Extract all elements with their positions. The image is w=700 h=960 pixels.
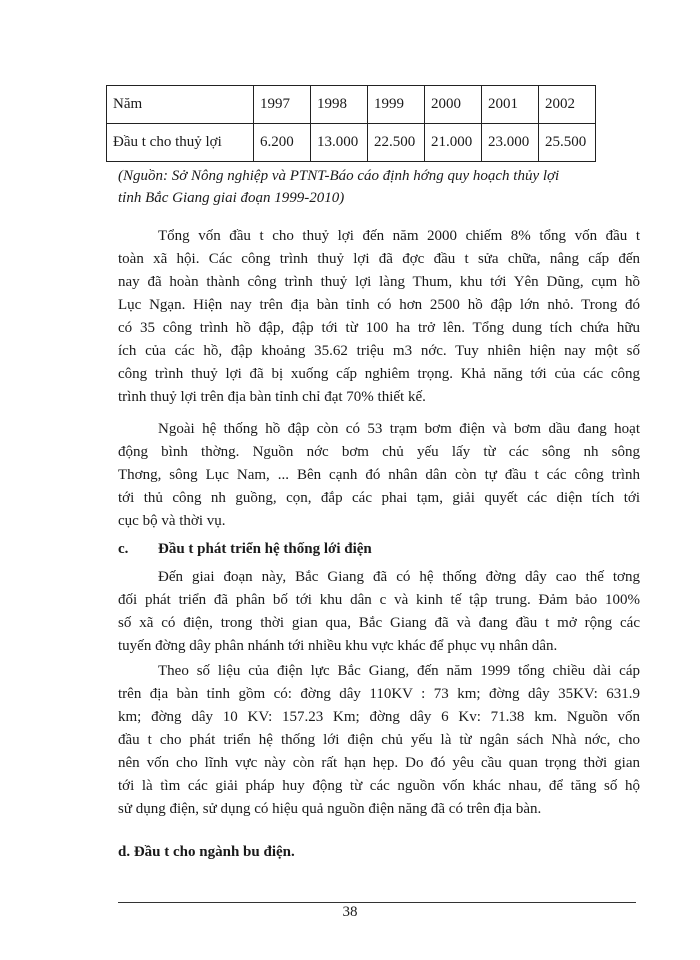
table-year: 2002 [539,86,596,124]
table-row-label: Đầu t cho thuỷ lợi [107,124,254,162]
section-letter: c. [118,541,129,557]
table-cell: 6.200 [254,124,311,162]
text-line: Lục Ngạn. Hiện nay trên địa bàn tỉnh có hơn 2500 hồ đập lớn nhỏ. Trong đó [118,297,640,313]
text-line: tới thủ công nh guồng, cọn, đắp các phai tạm, giải quyết các diện tích tới [118,490,640,506]
text-line: Đến giai đoạn này, Bắc Giang đã có hệ thống đờng dây cao thế tơng [158,569,640,585]
footer-divider [118,902,636,903]
text-line: trên địa bàn tỉnh gồm có: đờng dây 110KV : 73 km; đờng dây 35KV: 631.9 [118,686,640,702]
table-year: 2000 [425,86,482,124]
table-year: 1997 [254,86,311,124]
text-line: tới là tìm các giải pháp huy động từ các nguồn vốn khác nhau, để tăng số hộ [118,778,640,794]
section-heading-c [118,541,372,558]
table-cell: 13.000 [311,124,368,162]
text-line: cục bộ và thời vụ. [118,513,226,529]
text-line: nay đã hoàn thành công trình thuỷ lợi làng Thum, khu tới Yên Dũng, cụm hồ [118,274,640,290]
table-source-note [118,165,638,209]
table-year: 2001 [482,86,539,124]
paragraph-pumping [118,418,640,533]
text-line: Ngoài hệ thống hồ đập còn có 53 trạm bơm điện và bơm dầu đang hoạt [158,421,640,437]
table-cell: 23.000 [482,124,539,162]
text-line: km; đờng dây 10 KV: 157.23 Km; đờng dây 6 Kv: 71.38 km. Nguồn vốn [118,709,640,725]
section-heading-d: d. Đầu t cho ngành bu điện. [118,844,295,860]
table-cell: 22.500 [368,124,425,162]
text-line: đầu t cho phát triển hệ thống lới điện chủ yếu là từ ngân sách Nhà nớc, cho [118,732,640,748]
table-cell: 25.500 [539,124,596,162]
paragraph-grid [118,566,640,658]
table-header-label: Năm [107,86,254,124]
text-line: Theo số liệu của điện lực Bắc Giang, đến năm 1999 tổng chiều dài cáp [158,663,640,679]
text-line: đối phát triển đã phân bố tới khu dân c và kinh tế tập trung. Đảm bảo 100% [118,592,640,608]
text-line: công trình thuỷ lợi đã bị xuống cấp nghiêm trọng. Khả năng tới của các công [118,366,640,382]
paragraph-irrigation [118,225,640,409]
text-line: ích của các hồ, đập khoảng 35.62 triệu m3 nớc. Tuy nhiên hiện nay một số [118,343,640,359]
source-line: tỉnh Bắc Giang giai đoạn 1999-2010) [118,190,345,206]
source-line: (Nguồn: Sở Nông nghiệp và PTNT-Báo cáo định hớng quy hoạch thủy lợi [118,168,560,184]
text-line: nên vốn cho lĩnh vực này còn rất hạn hẹp. Do đó yêu cầu quan trọng thời gian [118,755,640,771]
table-year: 1999 [368,86,425,124]
table-row [107,86,596,124]
paragraph-power-lines [118,660,640,821]
text-line: trình thuỷ lợi trên địa bàn tỉnh chỉ đạt 70% thiết kế. [118,389,426,405]
text-line: sử dụng điện, sử dụng có hiệu quả nguồn điện năng đã có trên địa bàn. [118,801,542,817]
investment-table [106,85,596,162]
text-line: tuyến đờng dây phân nhánh tới nhiều khu vực khác để phục vụ nhân dân. [118,638,558,654]
table-year: 1998 [311,86,368,124]
text-line: động bình thờng. Nguồn nớc bơm chủ yếu lấy từ các sông nh sông [118,444,640,460]
page-number: 38 [342,904,358,920]
text-line: có 35 công trình hồ đập, đập tới từ 100 ha trở lên. Tổng dung tích chứa hữu [118,320,640,336]
table-row [107,124,596,162]
text-line: toàn xã hội. Các công trình thuỷ lợi đã đợc đầu t sửa chữa, nâng cấp đến [118,251,640,267]
text-line: số xã có điện, trong thời gian qua, Bắc Giang đã và đang đầu t mở rộng các [118,615,640,631]
table-cell: 21.000 [425,124,482,162]
text-line: Thơng, sông Lục Nam, ... Bên cạnh đó nhân dân còn tự đầu t các công trình [118,467,640,483]
section-title: Đầu t phát triển hệ thống lới điện [158,541,372,557]
text-line: Tổng vốn đầu t cho thuỷ lợi đến năm 2000 chiếm 8% tổng vốn đầu t [158,228,640,244]
